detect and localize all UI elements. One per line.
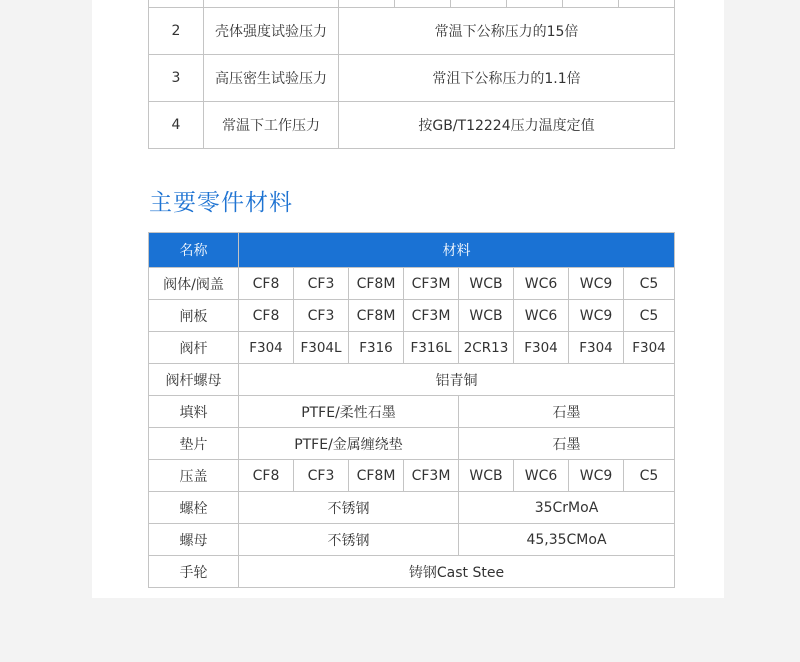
- row-number: 4: [149, 102, 204, 149]
- material-cell: 2CR13: [459, 332, 514, 364]
- table-row: [149, 102, 675, 149]
- material-cell: CF3: [294, 460, 349, 492]
- material-cell: 铝青铜: [239, 364, 675, 396]
- table-row: [149, 556, 675, 588]
- material-cell: CF8M: [349, 268, 404, 300]
- table-row: [149, 428, 675, 460]
- part-name: 填料: [149, 396, 239, 428]
- material-cell: WC6: [514, 460, 569, 492]
- column-header-name: 名称: [149, 233, 239, 268]
- table-row: [149, 55, 675, 102]
- material-cell: 铸钢Cast Stee: [239, 556, 675, 588]
- material-cell: F316: [349, 332, 404, 364]
- material-cell: WC6: [514, 268, 569, 300]
- part-name: 螺母: [149, 524, 239, 556]
- material-cell: 石墨: [459, 396, 675, 428]
- table-row: [149, 300, 675, 332]
- material-cell: CF8: [239, 460, 294, 492]
- material-cell: F304: [569, 332, 624, 364]
- material-cell: F304: [514, 332, 569, 364]
- material-cell: WCB: [459, 460, 514, 492]
- material-cell: WC6: [514, 300, 569, 332]
- table-row: [149, 396, 675, 428]
- test-value: 常沮下公称压力的1.1倍: [339, 55, 675, 102]
- test-item: 壳体强度试验压力: [204, 8, 339, 55]
- test-item: 常温下工作压力: [204, 102, 339, 149]
- part-name: 垫片: [149, 428, 239, 460]
- material-cell: CF3: [294, 300, 349, 332]
- part-name: 阀杆螺母: [149, 364, 239, 396]
- material-cell: F316L: [404, 332, 459, 364]
- table-row: [149, 8, 675, 55]
- material-cell: F304: [624, 332, 675, 364]
- material-cell: CF8: [239, 300, 294, 332]
- material-cell: C5: [624, 460, 675, 492]
- materials-table: [148, 232, 675, 588]
- part-name: 手轮: [149, 556, 239, 588]
- material-cell: F304L: [294, 332, 349, 364]
- table-row: [149, 460, 675, 492]
- table-row: [149, 364, 675, 396]
- material-cell: WC9: [569, 460, 624, 492]
- material-cell: CF8: [239, 268, 294, 300]
- material-cell: WCB: [459, 268, 514, 300]
- part-name: 阀杆: [149, 332, 239, 364]
- material-cell: 不锈钢: [239, 492, 459, 524]
- section-title: 主要零件材料: [149, 190, 293, 216]
- material-cell: 不锈钢: [239, 524, 459, 556]
- material-cell: WC9: [569, 268, 624, 300]
- material-cell: PTFE/金属缠绕垫: [239, 428, 459, 460]
- test-value: 按GB/T12224压力温度定值: [339, 102, 675, 149]
- test-item: 高压密生试验压力: [204, 55, 339, 102]
- table-row: [149, 0, 675, 8]
- pressure-test-table: [148, 0, 675, 149]
- material-cell: WC9: [569, 300, 624, 332]
- row-number: 3: [149, 55, 204, 102]
- material-cell: CF3: [294, 268, 349, 300]
- table-header-row: [149, 233, 675, 268]
- material-cell: 45,35CMoA: [459, 524, 675, 556]
- material-cell: CF3M: [404, 460, 459, 492]
- table-row: [149, 268, 675, 300]
- table-row: [149, 524, 675, 556]
- material-cell: 35CrMoA: [459, 492, 675, 524]
- material-cell: F304: [239, 332, 294, 364]
- material-cell: WCB: [459, 300, 514, 332]
- material-cell: C5: [624, 300, 675, 332]
- material-cell: C5: [624, 268, 675, 300]
- row-number: 2: [149, 8, 204, 55]
- material-cell: CF3M: [404, 268, 459, 300]
- material-cell: CF8M: [349, 460, 404, 492]
- material-cell: PTFE/柔性石墨: [239, 396, 459, 428]
- part-name: 螺栓: [149, 492, 239, 524]
- column-header-material: 材料: [239, 233, 675, 268]
- test-value: 常温下公称压力的15倍: [339, 8, 675, 55]
- part-name: 压盖: [149, 460, 239, 492]
- material-cell: 石墨: [459, 428, 675, 460]
- material-cell: CF3M: [404, 300, 459, 332]
- table-row: [149, 492, 675, 524]
- material-cell: CF8M: [349, 300, 404, 332]
- table-row: [149, 332, 675, 364]
- part-name: 闸板: [149, 300, 239, 332]
- part-name: 阀体/阀盖: [149, 268, 239, 300]
